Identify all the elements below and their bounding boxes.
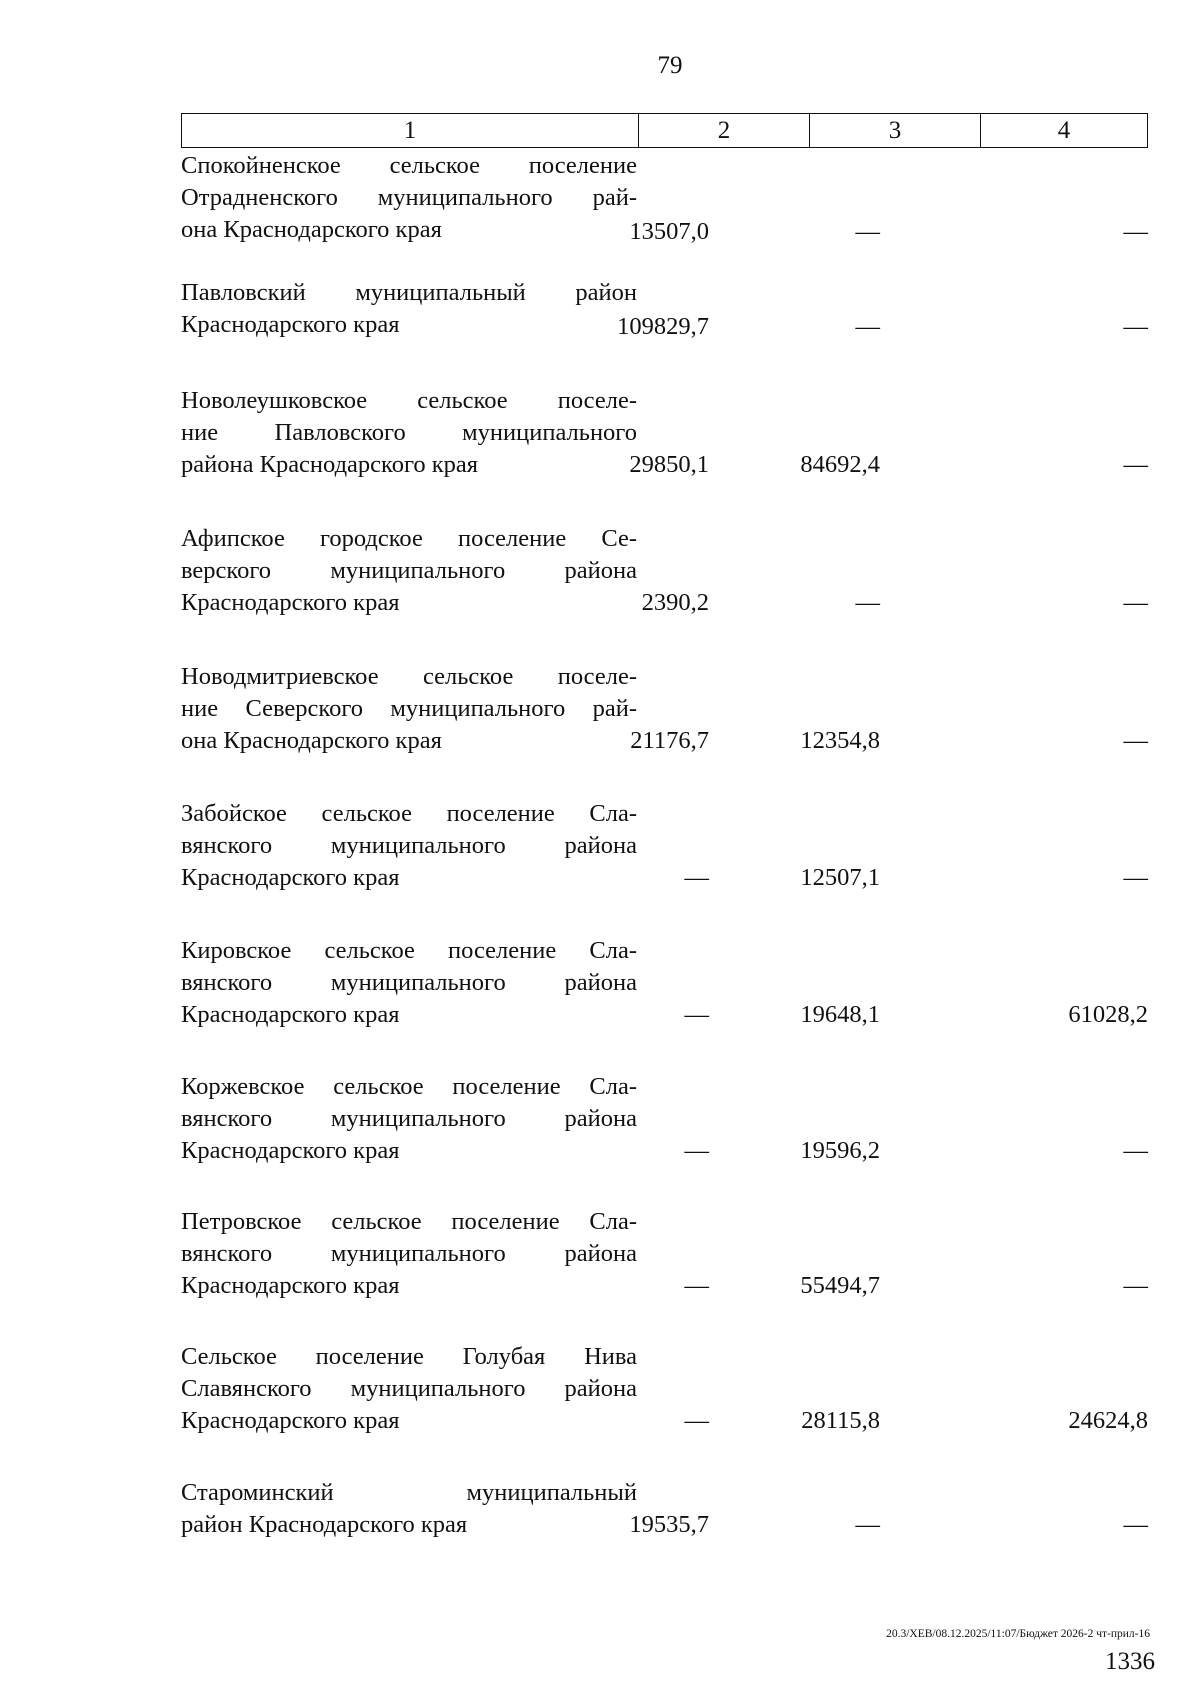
row-name-line: Новодмитриевское сельское поселе-	[181, 663, 637, 690]
cell-col-3: —	[855, 218, 880, 245]
cell-col-3: 19596,2	[800, 1137, 880, 1164]
row-name	[181, 935, 637, 1031]
row-name-line: Краснодарского края	[181, 1272, 400, 1299]
row-name-line: она Краснодарского края	[181, 216, 442, 243]
table-row	[181, 1206, 1148, 1341]
table-row	[181, 1477, 1148, 1557]
table-body	[181, 150, 1148, 1557]
header-col-4: 4	[1057, 116, 1071, 144]
table-row	[181, 150, 1148, 277]
row-name-line: Афипское городское поселение Се-	[181, 525, 637, 552]
row-name-line: она Краснодарского края	[181, 727, 442, 754]
cell-col-4: 61028,2	[1068, 1001, 1148, 1028]
cell-col-3: —	[855, 313, 880, 340]
cell-col-3: 28115,8	[801, 1407, 880, 1434]
table-row	[181, 277, 1148, 385]
cell-col-2: 109829,7	[617, 313, 709, 340]
row-name-line: района Краснодарского края	[181, 451, 479, 478]
cell-col-3: 84692,4	[800, 451, 880, 478]
cell-col-2: —	[684, 1272, 709, 1299]
cell-col-2: 19535,7	[629, 1511, 709, 1538]
row-name-line: Коржевское сельское поселение Сла-	[181, 1073, 637, 1100]
cell-col-3: 19648,1	[800, 1001, 880, 1028]
row-name-line: Краснодарского края	[181, 1137, 400, 1164]
cell-col-4: —	[1123, 727, 1148, 754]
cell-col-2: —	[684, 864, 709, 891]
row-name-line: Староминский муниципальный	[181, 1479, 637, 1506]
row-name-line: Павловский муниципальный район	[181, 279, 637, 306]
cell-col-2: —	[684, 1407, 709, 1434]
cell-col-2: 29850,1	[629, 451, 709, 478]
cell-col-3: 12354,8	[800, 727, 880, 754]
row-name-line: Краснодарского края	[181, 1407, 400, 1434]
cell-col-2: —	[684, 1137, 709, 1164]
table-row	[181, 1341, 1148, 1477]
table-row	[181, 523, 1148, 661]
cell-col-4: 24624,8	[1068, 1407, 1148, 1434]
row-name	[181, 385, 637, 481]
row-name-line: Новолеушковское сельское поселе-	[181, 387, 637, 414]
row-name	[181, 798, 637, 894]
row-name-line: Спокойненское сельское поселение	[181, 152, 637, 179]
cell-col-4: —	[1123, 313, 1148, 340]
row-name-line: ние Павловского муниципального	[181, 419, 637, 446]
header-col-3: 3	[810, 114, 981, 147]
cell-col-4: —	[1123, 218, 1148, 245]
table-row	[181, 935, 1148, 1071]
cell-col-2: —	[684, 1001, 709, 1028]
document-code: 20.3/ХЕВ/08.12.2025/11:07/Бюджет 2026-2 чт-прил-16	[886, 1628, 1150, 1640]
cell-col-3: 12507,1	[800, 864, 880, 891]
table-row	[181, 385, 1148, 523]
row-name-line: Петровское сельское поселение Сла-	[181, 1208, 637, 1235]
cell-col-4: —	[1123, 1511, 1148, 1538]
cell-col-2: 13507,0	[629, 218, 709, 245]
row-name-line: вянского муниципального района	[181, 1240, 637, 1267]
header-col-2: 2	[639, 114, 810, 147]
row-name-line: район Краснодарского края	[181, 1511, 468, 1538]
cell-col-4: —	[1123, 1137, 1148, 1164]
cell-col-2: 2390,2	[641, 589, 709, 616]
row-name	[181, 1341, 637, 1437]
row-name-line: вянского муниципального района	[181, 1105, 637, 1132]
row-name-line: Сельское поселение Голубая Нива	[181, 1343, 637, 1370]
sheet-number: 1336	[1105, 1648, 1155, 1675]
cell-col-3: —	[855, 1511, 880, 1538]
cell-col-4: —	[1123, 451, 1148, 478]
row-name-line: вянского муниципального района	[181, 969, 637, 996]
row-name-line: вянского муниципального района	[181, 832, 637, 859]
row-name-line: Краснодарского края	[181, 864, 400, 891]
table-row	[181, 798, 1148, 935]
row-name-line: Краснодарского края	[181, 589, 400, 616]
row-name	[181, 523, 637, 619]
table-row	[181, 661, 1148, 798]
header-col-1: 1	[182, 114, 639, 147]
row-name	[181, 661, 637, 757]
cell-col-3: 55494,7	[800, 1272, 880, 1299]
row-name	[181, 277, 637, 341]
cell-col-3: —	[855, 589, 880, 616]
cell-col-4: —	[1123, 864, 1148, 891]
row-name	[181, 150, 637, 246]
row-name-line: верского муниципального района	[181, 557, 637, 584]
row-name-line: Кировское сельское поселение Сла-	[181, 937, 637, 964]
row-name-line: Славянского муниципального района	[181, 1375, 637, 1402]
row-name	[181, 1477, 637, 1541]
row-name	[181, 1206, 637, 1302]
cell-col-4: —	[1123, 589, 1148, 616]
row-name-line: Краснодарского края	[181, 311, 400, 338]
table-row	[181, 1071, 1148, 1206]
cell-col-4: —	[1123, 1272, 1148, 1299]
row-name-line: ние Северского муниципального рай-	[181, 695, 637, 722]
row-name-line: Краснодарского края	[181, 1001, 400, 1028]
table-header	[181, 113, 1148, 148]
row-name-line: Отрадненского муниципального рай-	[181, 184, 637, 211]
page-number: 79	[657, 52, 683, 79]
row-name	[181, 1071, 637, 1167]
cell-col-2: 21176,7	[630, 727, 709, 754]
row-name-line: Забойское сельское поселение Сла-	[181, 800, 637, 827]
